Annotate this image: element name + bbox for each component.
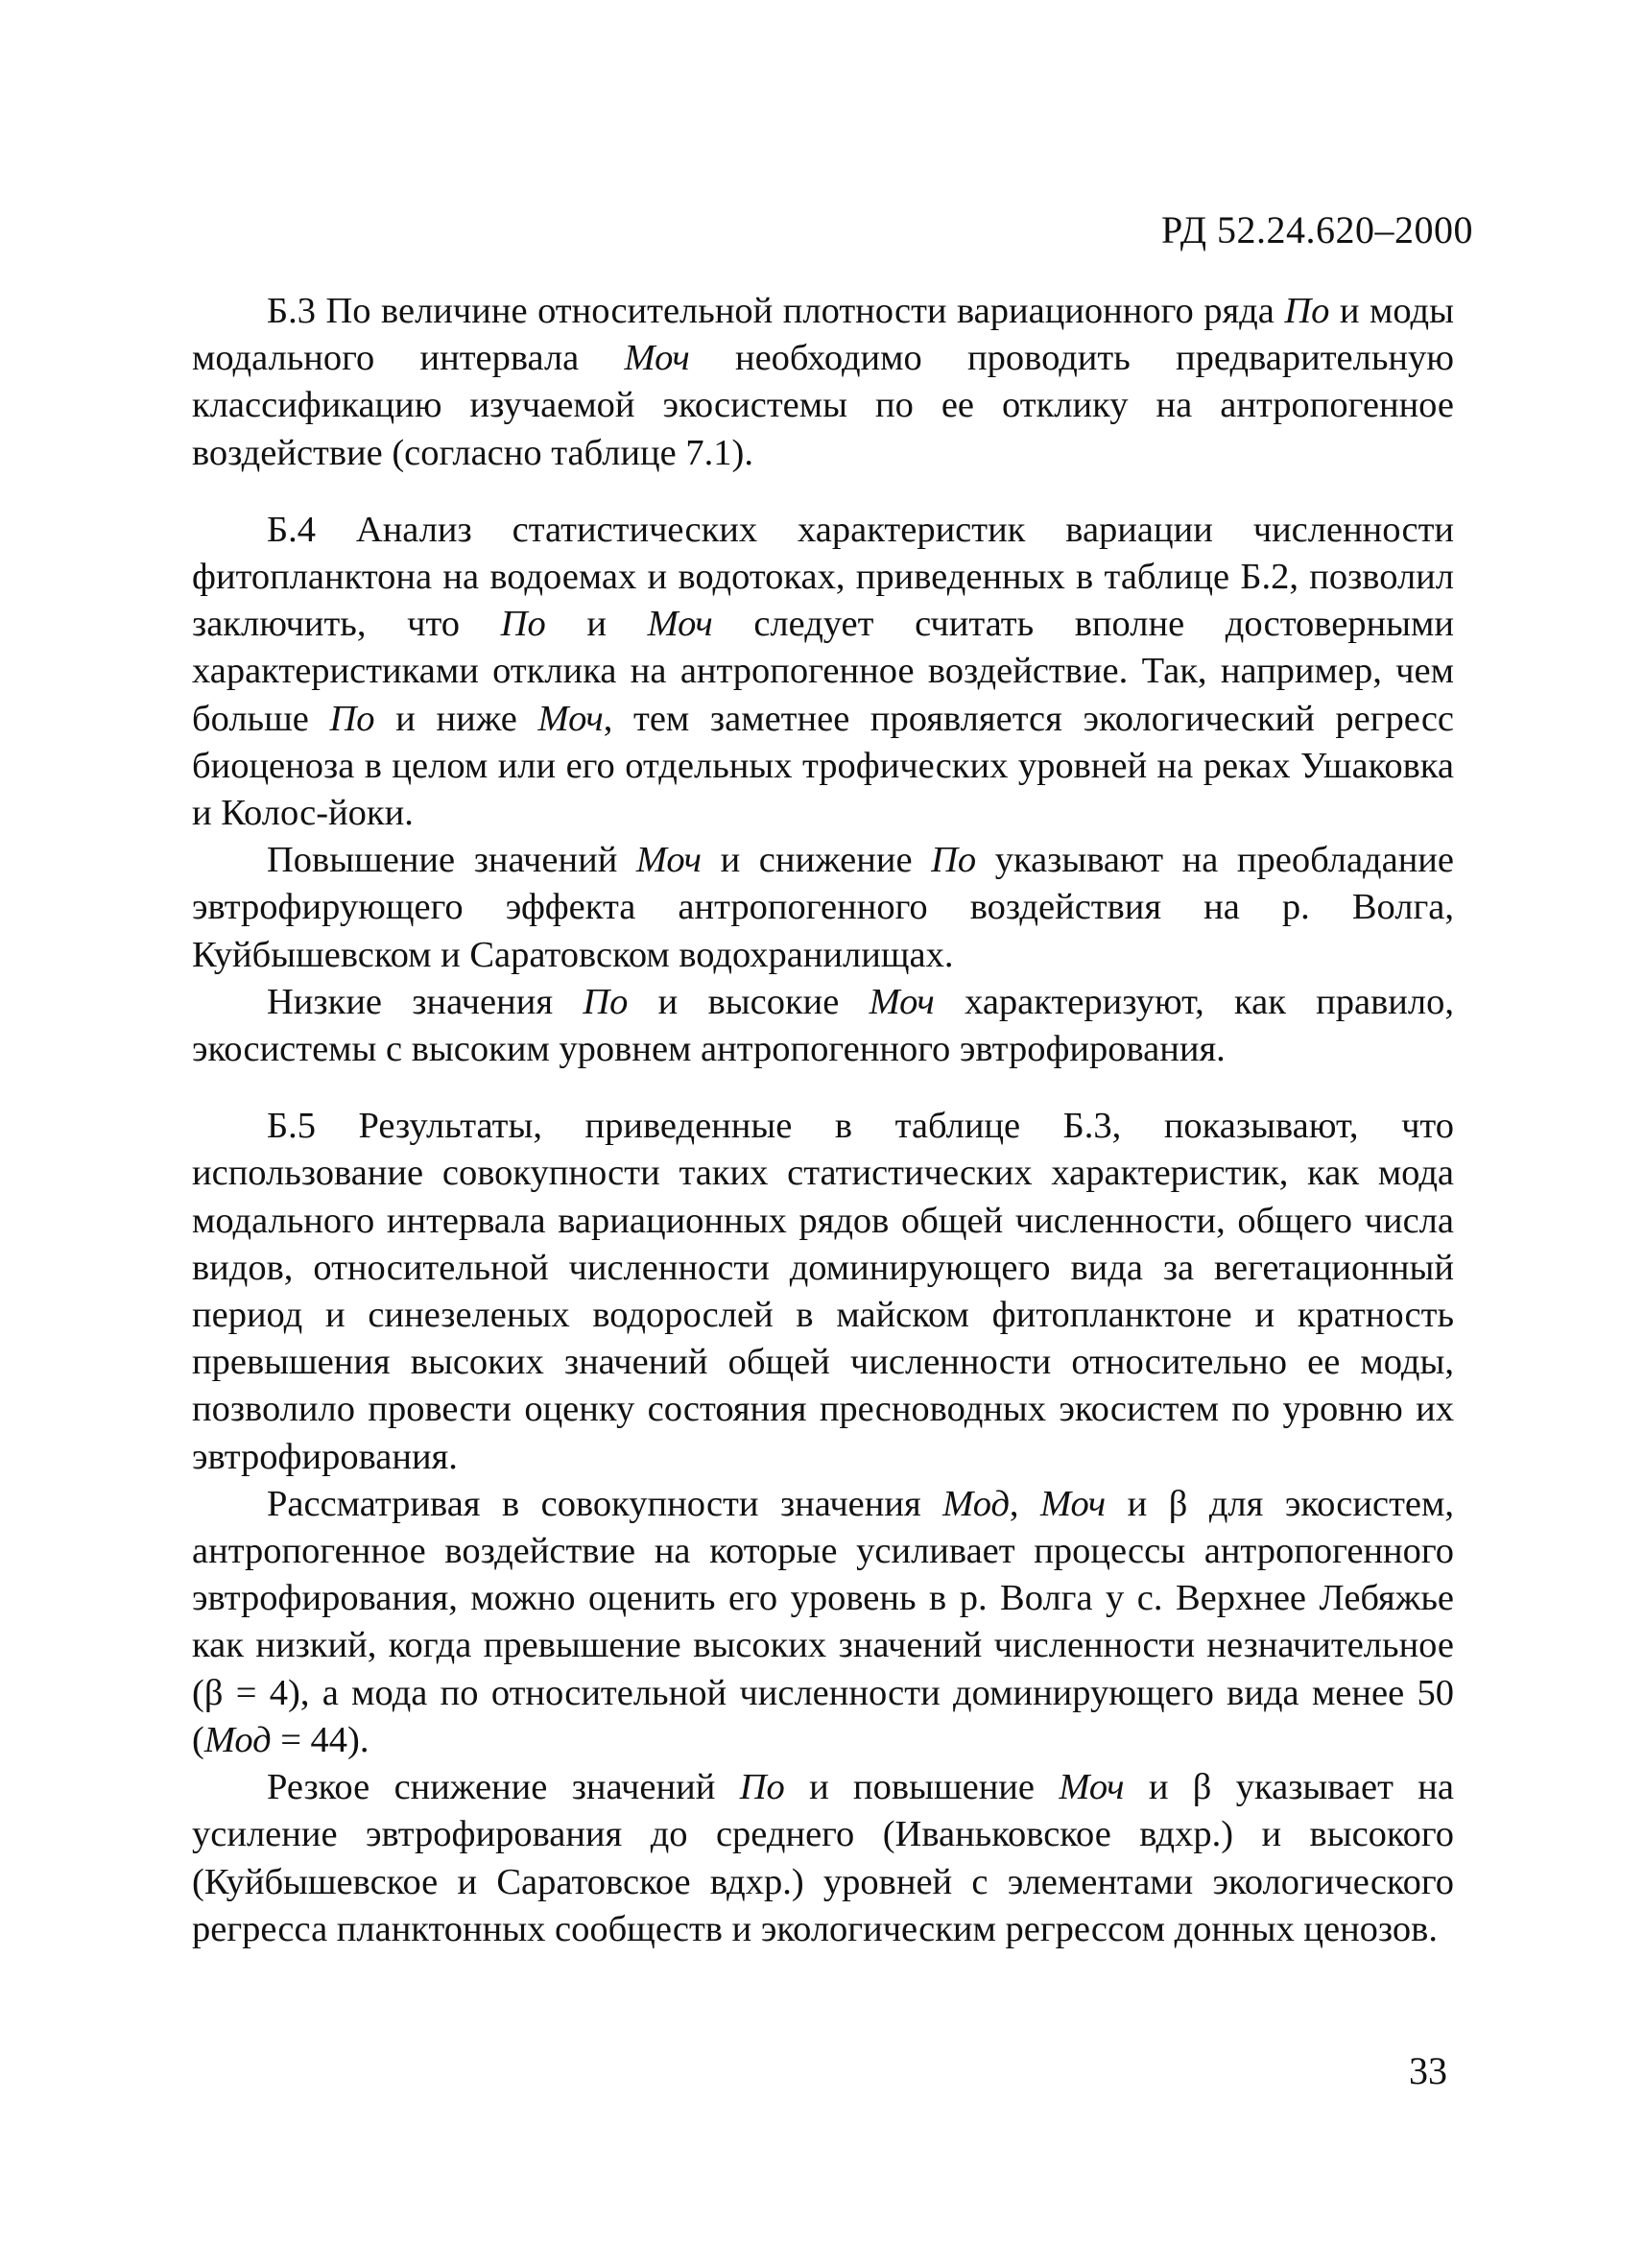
paragraph-b4-low-values: Низкие значения По и высокие Моч характеризуют, как правило, экосистемы с высоким уровнем антропогенного эвтрофирования. bbox=[192, 981, 1454, 1070]
page-number: 33 bbox=[1409, 2049, 1447, 2092]
paragraph-b5-sharp-decline: Резкое снижение значений По и повышение Моч и β указывает на усиление эвтрофирования до среднего (Иваньковское вдхр.) и высокого (Куйбышевское и Саратовское вдхр.) уровней с элементами экологического регресса планктонных сообществ и экологическим регрессом донных ценозов. bbox=[192, 1767, 1454, 1949]
document-code: РД 52.24.620–2000 bbox=[1160, 208, 1473, 251]
body-text bbox=[192, 288, 1454, 1953]
paragraph-b3: Б.3 По величине относительной плотности вариационного ряда По и моды модального интервала Моч необходимо проводить предварительную классификацию изучаемой экосистемы по ее отклику на антропогенное воздействие (согласно таблице 7.1). bbox=[192, 291, 1454, 473]
paragraph-b4-eutrophication: Повышение значений Моч и снижение По указывают на преобладание эвтрофирующего эффекта антропогенного воздействия на р. Волга, Куйбышевском и Саратовском водохранилищах. bbox=[192, 840, 1454, 975]
paragraph-b5: Б.5 Результаты, приведенные в таблице Б.3, показывают, что использование совокупности таких статистических характеристик, как мода модального интервала вариационных рядов общей численности, общего числа видов, относительной численности доминирующего вида за вегетационный период и синезеленых водорослей в майском фитопланктоне и кратность превышения высоких значений общей численности относительно ее моды, позволило провести оценку состояния пресноводных экосистем по уровню их эвтрофирования. bbox=[192, 1106, 1454, 1477]
paragraph-b5-assessment: Рассматривая в совокупности значения Мод, Моч и β для экосистем, антропогенное воздействие на которые усиливает процессы антропогенного эвтрофирования, можно оценить его уровень в р. Волга у с. Верхнее Лебяжье как низкий, когда превышение высоких значений численности незначительное (β = 4), а мода по относительной численности доминирующего вида менее 50 (Мод = 44). bbox=[192, 1483, 1454, 1760]
paragraph-b4: Б.4 Анализ статистических характеристик вариации численности фитопланктона на водоемах и водотоках, приведенных в таблице Б.2, позволил заключить, что По и Моч следует считать вполне достоверными характеристиками отклика на антропогенное воздействие. Так, например, чем больше По и ниже Моч, тем заметнее проявляется экологический регресс биоценоза в целом или его отдельных трофических уровней на реках Ушаковка и Колос-йоки. bbox=[192, 509, 1454, 834]
